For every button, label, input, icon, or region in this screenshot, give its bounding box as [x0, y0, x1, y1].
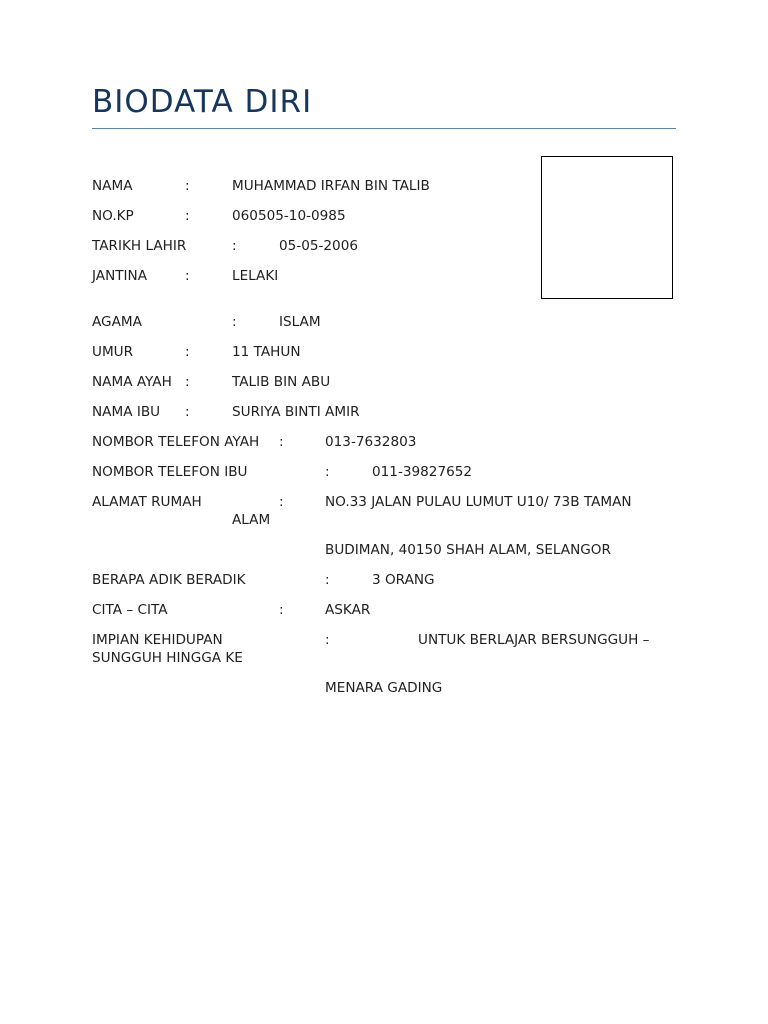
- cita-cita-colon: :: [279, 602, 284, 618]
- agama-colon: :: [232, 314, 237, 330]
- nama-ibu-colon: :: [185, 404, 190, 420]
- telefon-ibu-value: 011-39827652: [372, 464, 473, 480]
- umur-value: 11 TAHUN: [232, 344, 301, 360]
- nama-ayah-colon: :: [185, 374, 190, 390]
- alamat-value-line2: BUDIMAN, 40150 SHAH ALAM, SELANGOR: [325, 542, 611, 558]
- telefon-ibu-label: NOMBOR TELEFON IBU: [92, 464, 248, 480]
- alamat-label: ALAMAT RUMAH: [92, 494, 202, 510]
- nama-colon: :: [185, 178, 190, 194]
- tarikh-lahir-label: TARIKH LAHIR: [92, 238, 187, 254]
- agama-label: AGAMA: [92, 314, 142, 330]
- impian-value-line2: MENARA GADING: [325, 680, 443, 696]
- jantina-colon: :: [185, 268, 190, 284]
- nama-ayah-value: TALIB BIN ABU: [232, 374, 331, 390]
- title-divider: [92, 128, 676, 129]
- jantina-label: JANTINA: [92, 268, 148, 284]
- impian-colon: :: [325, 632, 330, 648]
- adik-beradik-value: 3 ORANG: [372, 572, 435, 588]
- nokp-colon: :: [185, 208, 190, 224]
- alamat-value-wrap: ALAM: [232, 512, 271, 528]
- nama-ayah-label: NAMA AYAH: [92, 374, 172, 390]
- umur-label: UMUR: [92, 344, 134, 360]
- nokp-label: NO.KP: [92, 208, 134, 224]
- adik-beradik-colon: :: [325, 572, 330, 588]
- jantina-value: LELAKI: [232, 268, 279, 284]
- telefon-ayah-value: 013-7632803: [325, 434, 417, 450]
- telefon-ayah-label: NOMBOR TELEFON AYAH: [92, 434, 260, 450]
- tarikh-lahir-colon: :: [232, 238, 237, 254]
- nama-ibu-value: SURIYA BINTI AMIR: [232, 404, 360, 420]
- photo-placeholder: [541, 156, 673, 299]
- nokp-value: 060505-10-0985: [232, 208, 346, 224]
- impian-value-wrap: SUNGGUH HINGGA KE: [92, 650, 243, 666]
- cita-cita-label: CITA – CITA: [92, 602, 168, 618]
- page-title: BIODATA DIRI: [92, 84, 313, 120]
- alamat-colon: :: [279, 494, 284, 510]
- nama-value: MUHAMMAD IRFAN BIN TALIB: [232, 178, 430, 194]
- adik-beradik-label: BERAPA ADIK BERADIK: [92, 572, 246, 588]
- alamat-value-line1: NO.33 JALAN PULAU LUMUT U10/ 73B TAMAN: [325, 494, 632, 510]
- nama-label: NAMA: [92, 178, 133, 194]
- umur-colon: :: [185, 344, 190, 360]
- nama-ibu-label: NAMA IBU: [92, 404, 161, 420]
- impian-label: IMPIAN KEHIDUPAN: [92, 632, 223, 648]
- agama-value: ISLAM: [279, 314, 321, 330]
- cita-cita-value: ASKAR: [325, 602, 371, 618]
- tarikh-lahir-value: 05-05-2006: [279, 238, 359, 254]
- telefon-ibu-colon: :: [325, 464, 330, 480]
- impian-value-line1: UNTUK BERLAJAR BERSUNGGUH –: [418, 632, 650, 648]
- telefon-ayah-colon: :: [279, 434, 284, 450]
